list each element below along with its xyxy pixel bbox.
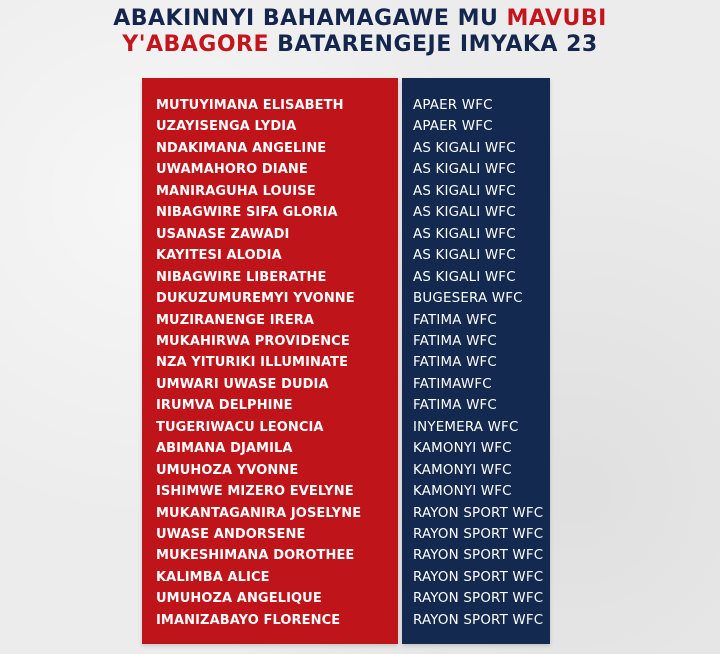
club-name: AS KIGALI WFC [413, 248, 516, 264]
club-name: INYEMERA WFC [413, 419, 519, 435]
club-name: FATIMA WFC [413, 398, 497, 414]
player-name: NIBAGWIRE SIFA GLORIA [156, 205, 338, 221]
club-name: KAMONYI WFC [413, 441, 512, 457]
club-name: RAYON SPORT WFC [413, 527, 544, 542]
club-name: KAMONYI WFC [413, 484, 512, 500]
player-name: MUKANTAGANIRA JOSELYNE [156, 505, 362, 521]
player-name: UWAMAHORO DIANE [156, 162, 308, 178]
club-name: FATIMA WFC [413, 333, 497, 349]
club-name: FATIMA WFC [413, 312, 497, 328]
player-name: UMWARI UWASE DUDIA [156, 376, 329, 392]
club-name: APAER WFC [413, 98, 493, 113]
club-name: APAER WFC [413, 119, 493, 135]
club-name: AS KIGALI WFC [413, 269, 516, 285]
title-line-1-text: ABAKINNYI BAHAMAGAWE MU [113, 6, 507, 31]
player-name: NIBAGWIRE LIBERATHE [156, 269, 327, 285]
player-name: MUZIRANENGE IRERA [156, 312, 315, 328]
player-name: ABIMANA DJAMILA [156, 441, 293, 457]
club-name: AS KIGALI WFC [413, 226, 516, 242]
player-name: KALIMBA ALICE [156, 569, 270, 585]
club-name: KAMONYI WFC [413, 462, 512, 478]
player-name: DUKUZUMUREMYI YVONNE [156, 291, 355, 307]
player-name: IRUMVA DELPHINE [156, 398, 293, 414]
player-name: KAYITESI ALODIA [156, 248, 282, 264]
player-name: TUGERIWACU LEONCIA [156, 419, 324, 435]
title-line-2-text: BATARENGEJE IMYAKA 23 [269, 32, 598, 57]
club-name: RAYON SPORT WFC [413, 569, 544, 585]
player-name: MUKESHIMANA DOROTHEE [156, 548, 355, 564]
player-name: NDAKIMANA ANGELINE [156, 140, 327, 156]
club-name: RAYON SPORT WFC [413, 612, 544, 628]
player-name: UZAYISENGA LYDIA [156, 119, 297, 135]
club-name: AS KIGALI WFC [413, 140, 516, 156]
title-line-2 [0, 32, 720, 58]
title-accent-abagore: Y'ABAGORE [122, 32, 269, 57]
title-line-1 [0, 6, 720, 32]
player-name: USANASE ZAWADI [156, 226, 290, 242]
club-name: FATIMAWFC [413, 376, 492, 392]
player-name: UMUHOZA ANGELIQUE [156, 591, 322, 607]
player-name: MUTUYIMANA ELISABETH [156, 98, 344, 113]
player-name: UWASE ANDORSENE [156, 527, 306, 542]
club-name: AS KIGALI WFC [413, 162, 516, 178]
club-name: AS KIGALI WFC [413, 205, 516, 221]
player-name: MUKAHIRWA PROVIDENCE [156, 333, 350, 349]
player-name: NZA YITURIKI ILLUMINATE [156, 355, 349, 371]
player-name: IMANIZABAYO FLORENCE [156, 612, 341, 628]
player-name: UMUHOZA YVONNE [156, 462, 299, 478]
player-name: MANIRAGUHA LOUISE [156, 183, 316, 199]
club-name: RAYON SPORT WFC [413, 505, 544, 521]
club-name: RAYON SPORT WFC [413, 548, 544, 564]
title-accent-mavubi: MAVUBI [506, 6, 607, 31]
club-name: AS KIGALI WFC [413, 183, 516, 199]
club-name: FATIMA WFC [413, 355, 497, 371]
club-name: BUGESERA WFC [413, 291, 523, 307]
club-name: RAYON SPORT WFC [413, 591, 544, 607]
player-name: ISHIMWE MIZERO EVELYNE [156, 484, 354, 500]
